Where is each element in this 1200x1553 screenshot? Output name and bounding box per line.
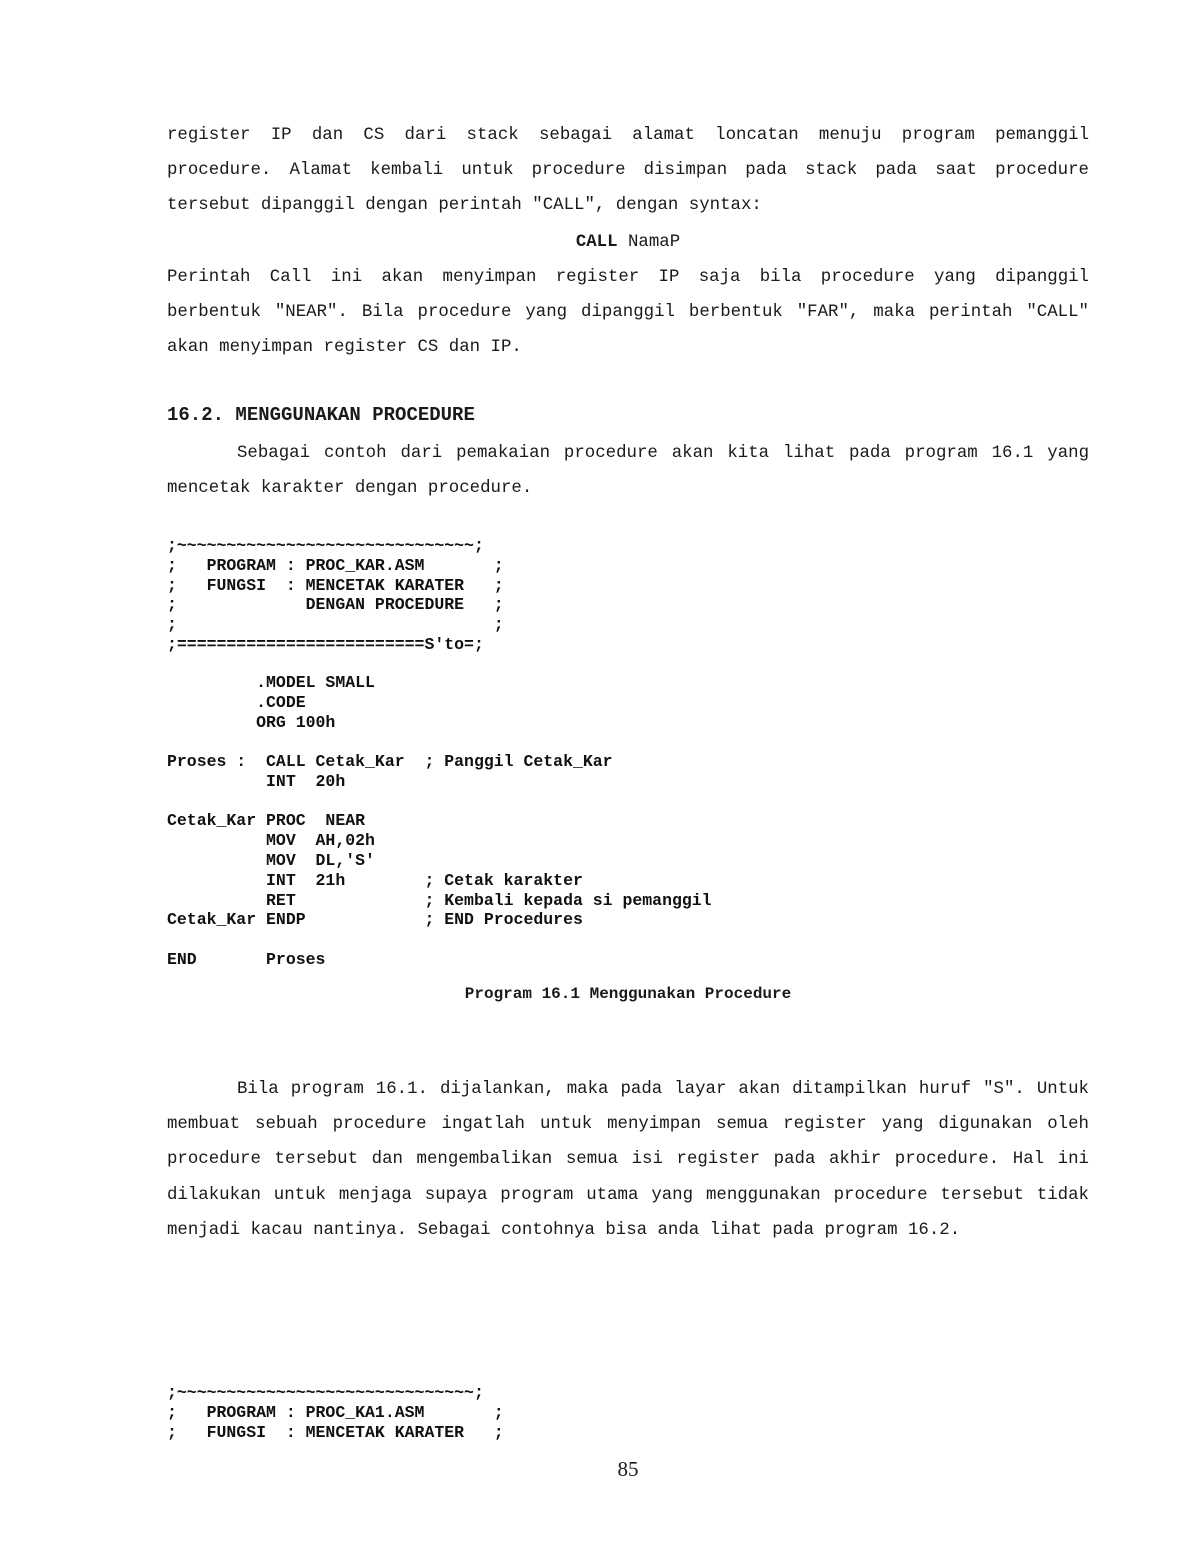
continuation-paragraph: register IP dan CS dari stack sebagai alamat loncatan menuju program pemanggil procedure. Alamat kembali untuk procedure disimpan pada stack pada saat procedure tersebut dipanggil dengan perintah "CALL", dengan syntax: bbox=[167, 126, 1089, 216]
page-number: 85 bbox=[617, 1457, 639, 1481]
program-1-header-block: ;~~~~~~~~~~~~~~~~~~~~~~~~~~~~~~; ; PROGRAM : PROC_KAR.ASM ; ; FUNGSI : MENCETAK KARATER ; ; DENGAN PROCEDURE ; ; ; ;=========================S'to=; bbox=[167, 536, 504, 654]
call-explanation-paragraph: Perintah Call ini akan menyimpan register IP saja bila procedure yang dipanggil berbentuk "NEAR". Bila procedure yang dipanggil berbentuk "FAR", maka perintah "CALL" akan menyimpan register CS dan IP. bbox=[167, 268, 1089, 358]
program-1-caption: Program 16.1 Menggunakan Procedure bbox=[464, 985, 792, 1003]
syntax-line bbox=[167, 233, 1089, 252]
intro-paragraph: Sebagai contoh dari pemakaian procedure akan kita lihat pada program 16.1 yang mencetak karakter dengan procedure. bbox=[167, 444, 1089, 499]
explanation-paragraph: Bila program 16.1. dijalankan, maka pada layar akan ditampilkan huruf "S". Untuk membuat sebuah procedure ingatlah untuk menyimpan semua register yang digunakan oleh procedure tersebut dan mengembalikan semua isi register pada akhir procedure. Hal ini dilakukan untuk menjaga supaya program utama yang menggunakan procedure tersebut tidak menjadi kacau nantinya. Sebagai contohnya bisa anda lihat pada program 16.2. bbox=[167, 1080, 1089, 1240]
syntax-argument: NamaP bbox=[617, 233, 681, 252]
program-1-code-body: Proses : CALL Cetak_Kar ; Panggil Cetak_Kar INT 20h Cetak_Kar PROC NEAR MOV AH,02h MOV DL,'S' INT 21h ; Cetak karakter RET ; Kembali kepada si pemanggil Cetak_Kar ENDP ; END Procedures END Proses bbox=[167, 752, 712, 969]
program-1-directives: .MODEL SMALL .CODE ORG 100h bbox=[256, 673, 375, 732]
syntax-keyword: CALL bbox=[575, 233, 618, 252]
program-2-header-block: ;~~~~~~~~~~~~~~~~~~~~~~~~~~~~~~; ; PROGRAM : PROC_KA1.ASM ; ; FUNGSI : MENCETAK KARATER ; bbox=[167, 1383, 504, 1442]
section-heading: 16.2. MENGGUNAKAN PROCEDURE bbox=[167, 404, 475, 426]
